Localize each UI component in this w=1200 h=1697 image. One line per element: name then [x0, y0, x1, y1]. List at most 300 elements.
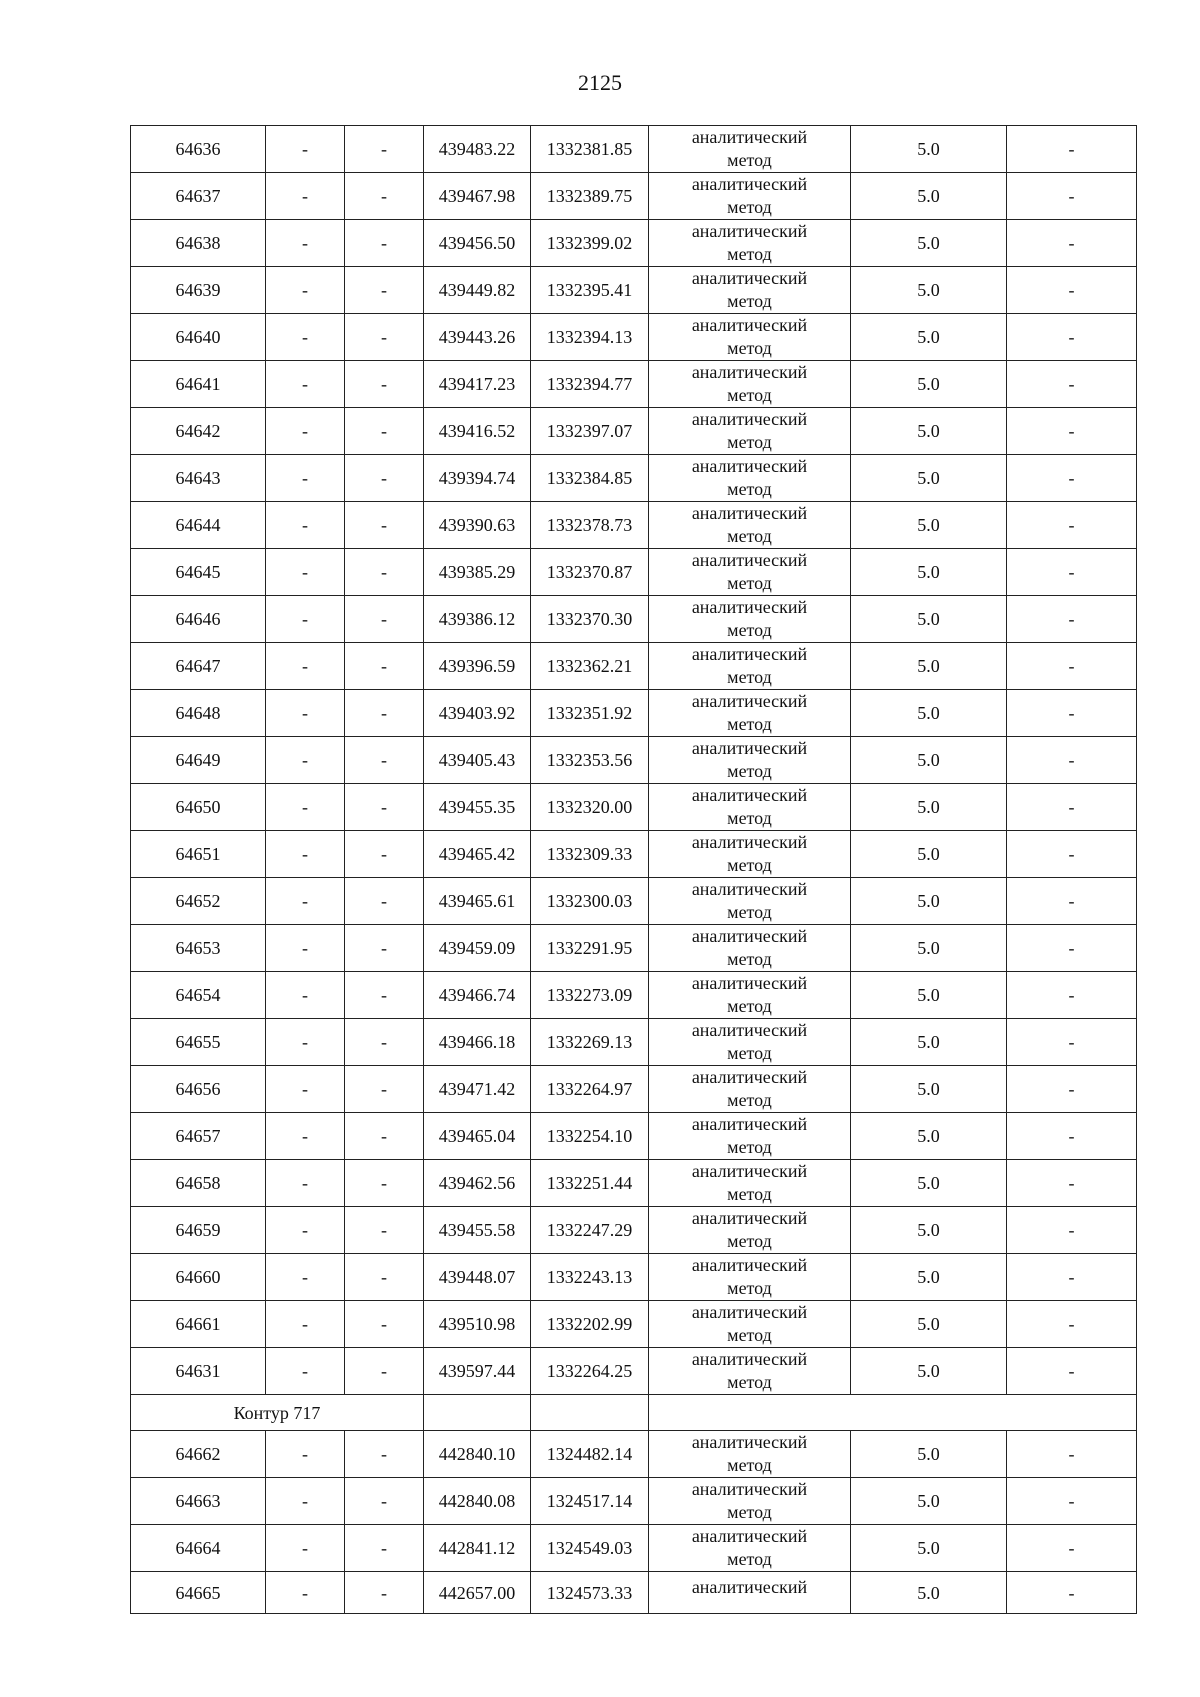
method-line-1: аналитический	[691, 832, 808, 852]
dash-cell-2: -	[266, 502, 345, 549]
dash-cell-2: -	[266, 1066, 345, 1113]
dash-cell-3: -	[345, 643, 424, 690]
x-coordinate-cell: 439471.42	[424, 1066, 531, 1113]
dash-cell-3: -	[345, 1207, 424, 1254]
y-coordinate-cell: 1332362.21	[531, 643, 649, 690]
note-cell: -	[1007, 1572, 1137, 1614]
accuracy-cell: 5.0	[851, 502, 1007, 549]
point-id-cell: 64656	[131, 1066, 266, 1113]
note-cell: -	[1007, 267, 1137, 314]
x-coordinate-cell: 439417.23	[424, 361, 531, 408]
note-cell: -	[1007, 549, 1137, 596]
method-line-2: метод	[727, 1137, 772, 1157]
method-line-1: аналитический	[691, 315, 808, 335]
method-cell	[649, 220, 851, 267]
point-id-cell: 64640	[131, 314, 266, 361]
dash-cell-3: -	[345, 126, 424, 173]
x-coordinate-cell: 439597.44	[424, 1348, 531, 1395]
y-coordinate-cell: 1324549.03	[531, 1525, 649, 1572]
note-cell: -	[1007, 502, 1137, 549]
method-line-2: метод	[727, 855, 772, 875]
dash-cell-2: -	[266, 1160, 345, 1207]
note-cell: -	[1007, 1160, 1137, 1207]
method-line-1: аналитический	[691, 879, 808, 899]
method-line-2: метод	[727, 573, 772, 593]
y-coordinate-cell: 1332202.99	[531, 1301, 649, 1348]
x-coordinate-cell: 439403.92	[424, 690, 531, 737]
note-cell: -	[1007, 408, 1137, 455]
method-line-1: аналитический	[691, 644, 808, 664]
method-cell	[649, 455, 851, 502]
table-row	[131, 1254, 1137, 1301]
table-row	[131, 1525, 1137, 1572]
point-id-cell: 64638	[131, 220, 266, 267]
y-coordinate-cell: 1332269.13	[531, 1019, 649, 1066]
table-row	[131, 643, 1137, 690]
note-cell: -	[1007, 220, 1137, 267]
point-id-cell: 64636	[131, 126, 266, 173]
method-line-2: метод	[727, 1231, 772, 1251]
note-cell: -	[1007, 455, 1137, 502]
dash-cell-2: -	[266, 1113, 345, 1160]
dash-cell-2: -	[266, 972, 345, 1019]
note-cell: -	[1007, 1019, 1137, 1066]
point-id-cell: 64647	[131, 643, 266, 690]
note-cell: -	[1007, 361, 1137, 408]
x-coordinate-cell: 439443.26	[424, 314, 531, 361]
note-cell: -	[1007, 1525, 1137, 1572]
note-cell: -	[1007, 690, 1137, 737]
method-cell	[649, 737, 851, 784]
accuracy-cell: 5.0	[851, 1431, 1007, 1478]
accuracy-cell: 5.0	[851, 972, 1007, 1019]
dash-cell-2: -	[266, 1572, 345, 1614]
accuracy-cell: 5.0	[851, 220, 1007, 267]
dash-cell-3: -	[345, 220, 424, 267]
dash-cell-3: -	[345, 1113, 424, 1160]
dash-cell-3: -	[345, 1301, 424, 1348]
table-row	[131, 596, 1137, 643]
method-line-2: метод	[727, 714, 772, 734]
dash-cell-3: -	[345, 596, 424, 643]
method-line-2: метод	[727, 949, 772, 969]
x-coordinate-cell: 439448.07	[424, 1254, 531, 1301]
dash-cell-2: -	[266, 1431, 345, 1478]
dash-cell-3: -	[345, 502, 424, 549]
y-coordinate-cell: 1332378.73	[531, 502, 649, 549]
method-cell	[649, 972, 851, 1019]
y-coordinate-cell: 1332243.13	[531, 1254, 649, 1301]
method-cell	[649, 596, 851, 643]
x-coordinate-cell: 439459.09	[424, 925, 531, 972]
method-cell	[649, 784, 851, 831]
method-line-2: метод	[727, 291, 772, 311]
y-coordinate-cell: 1332254.10	[531, 1113, 649, 1160]
dash-cell-3: -	[345, 1572, 424, 1614]
dash-cell-2: -	[266, 1348, 345, 1395]
method-line-2: метод	[727, 996, 772, 1016]
x-coordinate-cell: 439386.12	[424, 596, 531, 643]
y-coordinate-cell: 1324482.14	[531, 1431, 649, 1478]
dash-cell-3: -	[345, 1478, 424, 1525]
point-id-cell: 64658	[131, 1160, 266, 1207]
y-coordinate-cell: 1332264.97	[531, 1066, 649, 1113]
dash-cell-2: -	[266, 878, 345, 925]
dash-cell-2: -	[266, 455, 345, 502]
y-coordinate-cell: 1332395.41	[531, 267, 649, 314]
dash-cell-3: -	[345, 361, 424, 408]
dash-cell-3: -	[345, 408, 424, 455]
point-id-cell: 64639	[131, 267, 266, 314]
method-line-1: аналитический	[691, 1577, 808, 1597]
accuracy-cell: 5.0	[851, 690, 1007, 737]
method-line-1: аналитический	[691, 127, 808, 147]
method-line-1: аналитический	[691, 738, 808, 758]
point-id-cell: 64641	[131, 361, 266, 408]
dash-cell-3: -	[345, 1431, 424, 1478]
dash-cell-2: -	[266, 173, 345, 220]
y-coordinate-cell: 1332291.95	[531, 925, 649, 972]
note-cell: -	[1007, 1254, 1137, 1301]
dash-cell-3: -	[345, 1525, 424, 1572]
accuracy-cell: 5.0	[851, 549, 1007, 596]
table-row	[131, 1431, 1137, 1478]
note-cell: -	[1007, 643, 1137, 690]
x-coordinate-cell: 439455.58	[424, 1207, 531, 1254]
note-cell: -	[1007, 314, 1137, 361]
method-line-1: аналитический	[691, 1255, 808, 1275]
table-row	[131, 1478, 1137, 1525]
dash-cell-2: -	[266, 925, 345, 972]
method-line-1: аналитический	[691, 1114, 808, 1134]
section-label: Контур 717	[131, 1395, 424, 1431]
accuracy-cell: 5.0	[851, 1348, 1007, 1395]
method-line-2: метод	[727, 808, 772, 828]
point-id-cell: 64645	[131, 549, 266, 596]
x-coordinate-cell: 439416.52	[424, 408, 531, 455]
accuracy-cell: 5.0	[851, 1113, 1007, 1160]
method-line-1: аналитический	[691, 221, 808, 241]
method-line-2: метод	[727, 1325, 772, 1345]
method-line-2: метод	[727, 244, 772, 264]
dash-cell-3: -	[345, 784, 424, 831]
dash-cell-3: -	[345, 455, 424, 502]
y-coordinate-cell: 1332320.00	[531, 784, 649, 831]
method-line-2: метод	[727, 526, 772, 546]
method-cell	[649, 878, 851, 925]
dash-cell-3: -	[345, 1254, 424, 1301]
method-line-2: метод	[727, 479, 772, 499]
x-coordinate-cell: 439405.43	[424, 737, 531, 784]
dash-cell-2: -	[266, 549, 345, 596]
accuracy-cell: 5.0	[851, 314, 1007, 361]
method-line-2: метод	[727, 385, 772, 405]
table-row	[131, 220, 1137, 267]
method-line-2: метод	[727, 338, 772, 358]
x-coordinate-cell: 439465.04	[424, 1113, 531, 1160]
x-coordinate-cell: 439483.22	[424, 126, 531, 173]
x-coordinate-cell: 439456.50	[424, 220, 531, 267]
method-line-2: метод	[727, 761, 772, 781]
point-id-cell: 64651	[131, 831, 266, 878]
y-coordinate-cell: 1332370.87	[531, 549, 649, 596]
accuracy-cell: 5.0	[851, 455, 1007, 502]
table-body	[131, 126, 1137, 1614]
page-number: 2125	[578, 70, 622, 95]
point-id-cell: 64653	[131, 925, 266, 972]
x-coordinate-cell: 439390.63	[424, 502, 531, 549]
dash-cell-2: -	[266, 361, 345, 408]
table-row	[131, 1019, 1137, 1066]
accuracy-cell: 5.0	[851, 831, 1007, 878]
note-cell: -	[1007, 972, 1137, 1019]
note-cell: -	[1007, 1066, 1137, 1113]
method-cell	[649, 1478, 851, 1525]
accuracy-cell: 5.0	[851, 1301, 1007, 1348]
dash-cell-3: -	[345, 925, 424, 972]
point-id-cell: 64661	[131, 1301, 266, 1348]
method-cell	[649, 173, 851, 220]
y-coordinate-cell: 1332394.77	[531, 361, 649, 408]
point-id-cell: 64659	[131, 1207, 266, 1254]
x-coordinate-cell: 439394.74	[424, 455, 531, 502]
point-id-cell: 64648	[131, 690, 266, 737]
x-coordinate-cell: 439385.29	[424, 549, 531, 596]
table-row	[131, 1348, 1137, 1395]
x-coordinate-cell: 439396.59	[424, 643, 531, 690]
accuracy-cell: 5.0	[851, 267, 1007, 314]
method-cell	[649, 925, 851, 972]
method-cell	[649, 1525, 851, 1572]
table-row	[131, 455, 1137, 502]
note-cell: -	[1007, 173, 1137, 220]
note-cell: -	[1007, 737, 1137, 784]
method-line-1: аналитический	[691, 597, 808, 617]
x-coordinate-cell: 439465.42	[424, 831, 531, 878]
method-line-2: метод	[727, 1502, 772, 1522]
note-cell: -	[1007, 1431, 1137, 1478]
accuracy-cell: 5.0	[851, 1207, 1007, 1254]
table-row	[131, 690, 1137, 737]
point-id-cell: 64643	[131, 455, 266, 502]
method-line-1: аналитический	[691, 1349, 808, 1369]
method-line-2: метод	[727, 902, 772, 922]
dash-cell-2: -	[266, 1207, 345, 1254]
method-line-1: аналитический	[691, 550, 808, 570]
method-cell	[649, 1066, 851, 1113]
x-coordinate-cell: 439455.35	[424, 784, 531, 831]
table-row	[131, 314, 1137, 361]
method-cell	[649, 690, 851, 737]
dash-cell-3: -	[345, 737, 424, 784]
method-cell	[649, 1348, 851, 1395]
note-cell: -	[1007, 925, 1137, 972]
method-line-1: аналитический	[691, 1161, 808, 1181]
method-line-1: аналитический	[691, 268, 808, 288]
y-coordinate-cell: 1332300.03	[531, 878, 649, 925]
method-cell	[649, 502, 851, 549]
section-cell-x	[424, 1395, 531, 1431]
dash-cell-2: -	[266, 831, 345, 878]
dash-cell-3: -	[345, 173, 424, 220]
x-coordinate-cell: 442841.12	[424, 1525, 531, 1572]
method-cell	[649, 314, 851, 361]
point-id-cell: 64631	[131, 1348, 266, 1395]
method-line-2: метод	[727, 1455, 772, 1475]
dash-cell-2: -	[266, 596, 345, 643]
method-cell	[649, 361, 851, 408]
y-coordinate-cell: 1324573.33	[531, 1572, 649, 1614]
method-line-1: аналитический	[691, 1067, 808, 1087]
table-row	[131, 1301, 1137, 1348]
dash-cell-2: -	[266, 1301, 345, 1348]
method-line-2: метод	[727, 1184, 772, 1204]
point-id-cell: 64637	[131, 173, 266, 220]
dash-cell-2: -	[266, 643, 345, 690]
method-line-1: аналитический	[691, 174, 808, 194]
method-line-1: аналитический	[691, 1302, 808, 1322]
y-coordinate-cell: 1332351.92	[531, 690, 649, 737]
method-line-1: аналитический	[691, 1020, 808, 1040]
method-line-1: аналитический	[691, 1526, 808, 1546]
point-id-cell: 64650	[131, 784, 266, 831]
dash-cell-2: -	[266, 1525, 345, 1572]
table-row	[131, 972, 1137, 1019]
y-coordinate-cell: 1332273.09	[531, 972, 649, 1019]
table-row	[131, 925, 1137, 972]
y-coordinate-cell: 1332381.85	[531, 126, 649, 173]
note-cell: -	[1007, 878, 1137, 925]
method-cell	[649, 1207, 851, 1254]
accuracy-cell: 5.0	[851, 1525, 1007, 1572]
table-row	[131, 1113, 1137, 1160]
y-coordinate-cell: 1332399.02	[531, 220, 649, 267]
table-row	[131, 1207, 1137, 1254]
method-line-1: аналитический	[691, 1479, 808, 1499]
coordinates-table	[130, 125, 1137, 1614]
method-line-1: аналитический	[691, 503, 808, 523]
x-coordinate-cell: 439462.56	[424, 1160, 531, 1207]
dash-cell-2: -	[266, 1254, 345, 1301]
point-id-cell: 64644	[131, 502, 266, 549]
point-id-cell: 64665	[131, 1572, 266, 1614]
method-line-2: метод	[727, 1043, 772, 1063]
x-coordinate-cell: 442840.08	[424, 1478, 531, 1525]
section-row	[131, 1395, 1137, 1431]
table-row	[131, 173, 1137, 220]
table-row	[131, 267, 1137, 314]
accuracy-cell: 5.0	[851, 126, 1007, 173]
y-coordinate-cell: 1332247.29	[531, 1207, 649, 1254]
point-id-cell: 64654	[131, 972, 266, 1019]
y-coordinate-cell: 1332353.56	[531, 737, 649, 784]
table-row	[131, 549, 1137, 596]
table-row	[131, 1066, 1137, 1113]
accuracy-cell: 5.0	[851, 408, 1007, 455]
dash-cell-2: -	[266, 690, 345, 737]
method-line-1: аналитический	[691, 456, 808, 476]
method-line-1: аналитический	[691, 1432, 808, 1452]
accuracy-cell: 5.0	[851, 878, 1007, 925]
table-row	[131, 878, 1137, 925]
method-line-1: аналитический	[691, 409, 808, 429]
dash-cell-3: -	[345, 1160, 424, 1207]
accuracy-cell: 5.0	[851, 1019, 1007, 1066]
method-cell	[649, 1113, 851, 1160]
dash-cell-2: -	[266, 784, 345, 831]
point-id-cell: 64657	[131, 1113, 266, 1160]
method-cell	[649, 408, 851, 455]
table-row	[131, 502, 1137, 549]
y-coordinate-cell: 1332264.25	[531, 1348, 649, 1395]
x-coordinate-cell: 439466.74	[424, 972, 531, 1019]
x-coordinate-cell: 439510.98	[424, 1301, 531, 1348]
point-id-cell: 64662	[131, 1431, 266, 1478]
point-id-cell: 64642	[131, 408, 266, 455]
dash-cell-3: -	[345, 549, 424, 596]
point-id-cell: 64664	[131, 1525, 266, 1572]
table-row	[131, 126, 1137, 173]
table-row	[131, 1572, 1137, 1614]
note-cell: -	[1007, 1478, 1137, 1525]
method-cell	[649, 1301, 851, 1348]
section-cell-y	[531, 1395, 649, 1431]
method-line-2: метод	[727, 1278, 772, 1298]
dash-cell-2: -	[266, 314, 345, 361]
y-coordinate-cell: 1332309.33	[531, 831, 649, 878]
x-coordinate-cell: 439465.61	[424, 878, 531, 925]
method-line-2: метод	[727, 197, 772, 217]
method-line-2: метод	[727, 1549, 772, 1569]
method-line-2: метод	[727, 1372, 772, 1392]
dash-cell-3: -	[345, 878, 424, 925]
table-row	[131, 737, 1137, 784]
x-coordinate-cell: 439466.18	[424, 1019, 531, 1066]
table-row	[131, 361, 1137, 408]
x-coordinate-cell: 439449.82	[424, 267, 531, 314]
accuracy-cell: 5.0	[851, 925, 1007, 972]
point-id-cell: 64655	[131, 1019, 266, 1066]
accuracy-cell: 5.0	[851, 1160, 1007, 1207]
dash-cell-2: -	[266, 220, 345, 267]
accuracy-cell: 5.0	[851, 1572, 1007, 1614]
section-cell-rest	[649, 1395, 1137, 1431]
method-line-2: метод	[727, 620, 772, 640]
dash-cell-3: -	[345, 314, 424, 361]
accuracy-cell: 5.0	[851, 1066, 1007, 1113]
y-coordinate-cell: 1332397.07	[531, 408, 649, 455]
method-cell	[649, 831, 851, 878]
dash-cell-2: -	[266, 1478, 345, 1525]
dash-cell-2: -	[266, 126, 345, 173]
point-id-cell: 64646	[131, 596, 266, 643]
point-id-cell: 64660	[131, 1254, 266, 1301]
note-cell: -	[1007, 126, 1137, 173]
note-cell: -	[1007, 831, 1137, 878]
accuracy-cell: 5.0	[851, 361, 1007, 408]
method-line-1: аналитический	[691, 973, 808, 993]
note-cell: -	[1007, 1301, 1137, 1348]
dash-cell-3: -	[345, 267, 424, 314]
x-coordinate-cell: 442840.10	[424, 1431, 531, 1478]
method-line-1: аналитический	[691, 1208, 808, 1228]
dash-cell-3: -	[345, 690, 424, 737]
table-row	[131, 784, 1137, 831]
y-coordinate-cell: 1324517.14	[531, 1478, 649, 1525]
dash-cell-2: -	[266, 1019, 345, 1066]
note-cell: -	[1007, 784, 1137, 831]
method-cell	[649, 126, 851, 173]
